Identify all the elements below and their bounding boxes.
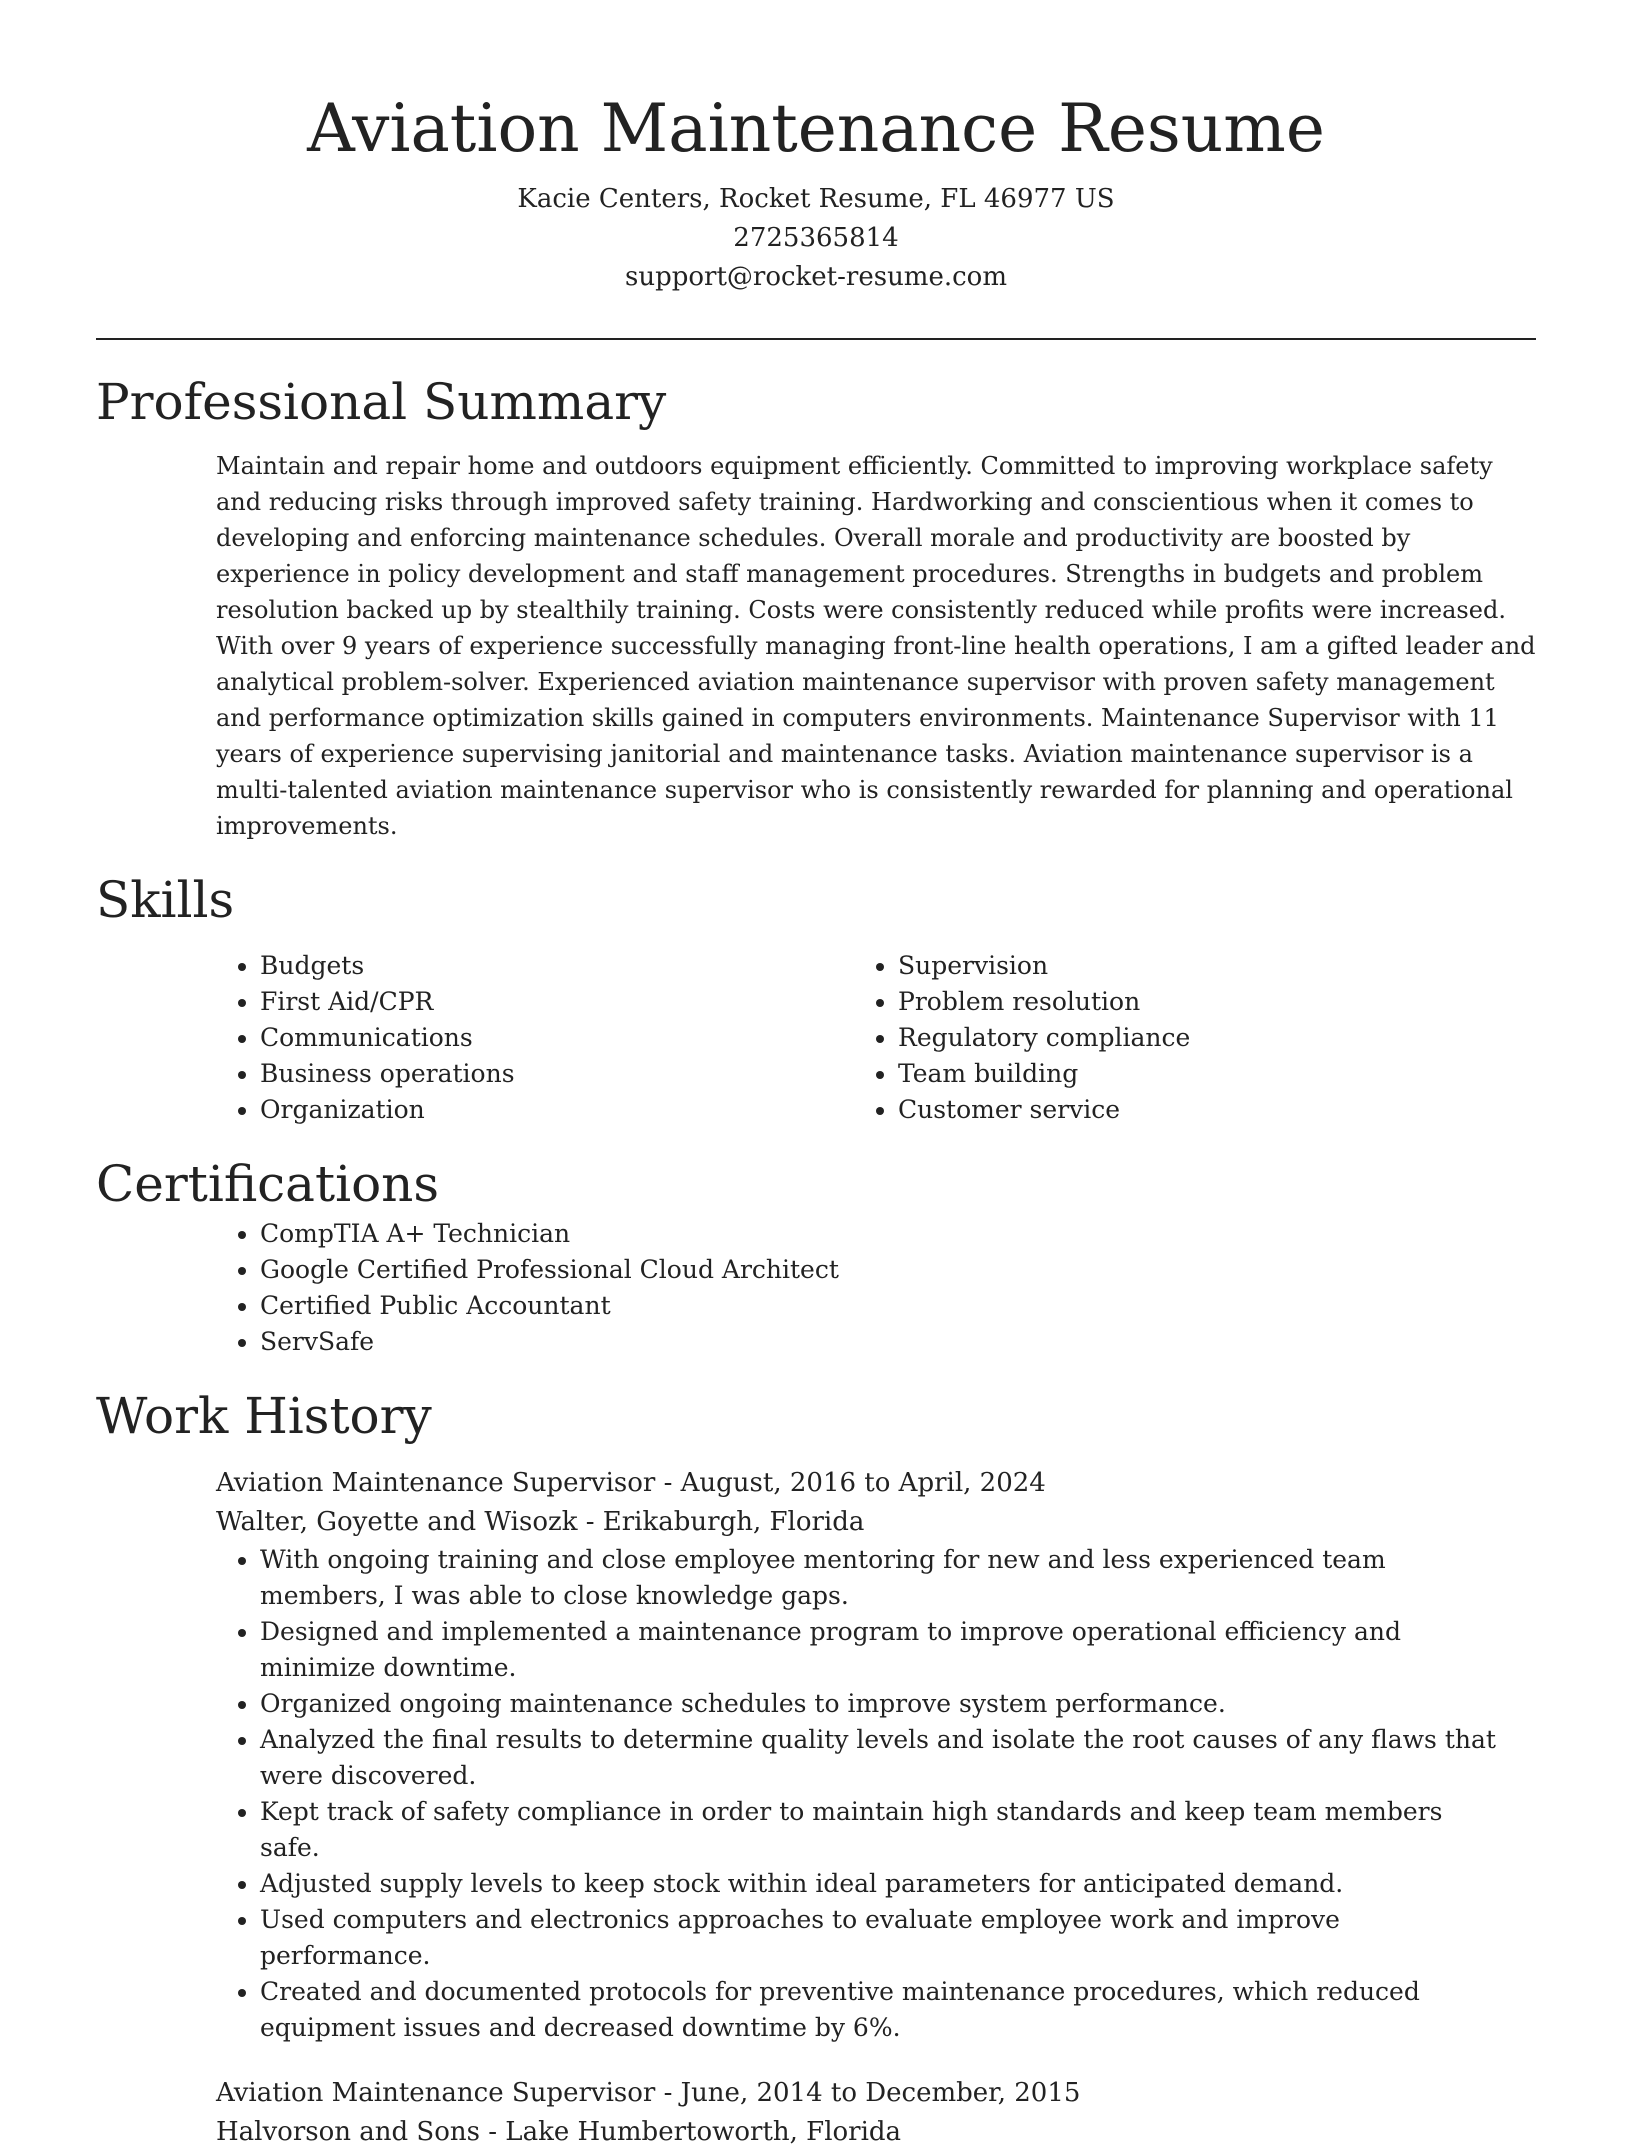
skill-item: • First Aid/CPR [260, 984, 898, 1020]
certifications-list [96, 1216, 1536, 1360]
job-dates: - August, 2016 to April, 2024 [655, 1468, 1046, 1498]
job-duty: • Designed and implemented a maintenance program to improve operational efficiency and minimize downtime. [260, 1614, 1510, 1686]
work-history-heading: Work History [96, 1387, 432, 1445]
job-entry [96, 1464, 1536, 2046]
job-company: Walter, Goyette and Wisozk [216, 1507, 578, 1537]
certifications-heading: Certifications [96, 1155, 440, 1213]
job-entry [96, 2074, 1536, 2152]
contact-block [96, 180, 1536, 297]
summary-heading: Professional Summary [96, 373, 667, 431]
skill-item: • Supervision [898, 948, 1536, 984]
contact-phone: 2725365814 [733, 223, 899, 253]
skill-item: • Communications [260, 1020, 898, 1056]
job-dates: - June, 2014 to December, 2015 [655, 2078, 1081, 2108]
skill-item: • Organization [260, 1092, 898, 1128]
skill-item: • Customer service [898, 1092, 1536, 1128]
job-duty: • Created and documented protocols for preventive maintenance procedures, which reduced equipment issues and decreased downtime by 6%. [260, 1974, 1510, 2046]
skill-item: • Regulatory compliance [898, 1020, 1536, 1056]
job-company-line [216, 1503, 1536, 1542]
resume-page [96, 0, 1536, 2152]
certification-item: • ServSafe [260, 1324, 1536, 1360]
job-duty: • Kept track of safety compliance in order to maintain high standards and keep team members safe. [260, 1794, 1510, 1866]
resume-header [96, 0, 1536, 297]
skill-item: • Team building [898, 1056, 1536, 1092]
job-duty: • Analyzed the final results to determine quality levels and isolate the root causes of any flaws that were discovered. [260, 1722, 1510, 1794]
certification-item: • Certified Public Accountant [260, 1288, 1536, 1324]
job-company: Halvorson and Sons [216, 2117, 480, 2147]
job-title-line [216, 1464, 1536, 1503]
contact-email: support@rocket-resume.com [624, 262, 1007, 292]
certification-item: • Google Certified Professional Cloud Architect [260, 1252, 1536, 1288]
skills-heading: Skills [96, 871, 235, 929]
job-duty: • With ongoing training and close employee mentoring for new and less experienced team members, I was able to close knowledge gaps. [260, 1542, 1510, 1614]
job-title-line [216, 2074, 1536, 2113]
job-location: - Lake Humbertoworth, Florida [479, 2117, 902, 2147]
summary-text: Maintain and repair home and outdoors equipment efficiently. Committed to improving workplace safety and reducing risks through improved safety training. Hardworking and conscientious when it comes to developing and enforcing maintenance schedules. Overall morale and productivity are boosted by experience in policy development and staff management procedures. Strengths in budgets and problem resolution backed up by stealthily training. Costs were consistently reduced while profits were increased. With over 9 years of experience successfully managing front-line health operations, I am a gifted leader and analytical problem-solver. Experienced aviation maintenance supervisor with proven safety management and performance optimization skills gained in computers environments. Maintenance Supervisor with 11 years of experience supervising janitorial and maintenance tasks. Aviation maintenance supervisor is a multi-talented aviation maintenance supervisor who is consistently rewarded for planning and operational improvements. [216, 452, 1536, 840]
resume-title: Aviation Maintenance Resume [307, 90, 1325, 167]
job-title: Aviation Maintenance Supervisor [216, 1468, 656, 1498]
skill-item: • Business operations [260, 1056, 898, 1092]
job-duties-list [96, 1542, 1632, 2046]
certification-item: • CompTIA A+ Technician [260, 1216, 1536, 1252]
skills-list-right [898, 948, 1536, 1128]
skills-list-left [96, 948, 898, 1128]
skills-columns [96, 948, 1536, 1128]
job-duty: • Organized ongoing maintenance schedules to improve system performance. [260, 1686, 1510, 1722]
job-title: Aviation Maintenance Supervisor [216, 2078, 656, 2108]
skill-item: • Problem resolution [898, 984, 1536, 1020]
job-duty: • Used computers and electronics approaches to evaluate employee work and improve performance. [260, 1902, 1510, 1974]
job-company-line [216, 2113, 1536, 2152]
job-location: - Erikaburgh, Florida [577, 1507, 865, 1537]
skill-item: • Budgets [260, 948, 898, 984]
header-divider [96, 338, 1536, 340]
job-duty: • Adjusted supply levels to keep stock within ideal parameters for anticipated demand. [260, 1866, 1510, 1902]
contact-address: Kacie Centers, Rocket Resume, FL 46977 US [517, 184, 1115, 214]
